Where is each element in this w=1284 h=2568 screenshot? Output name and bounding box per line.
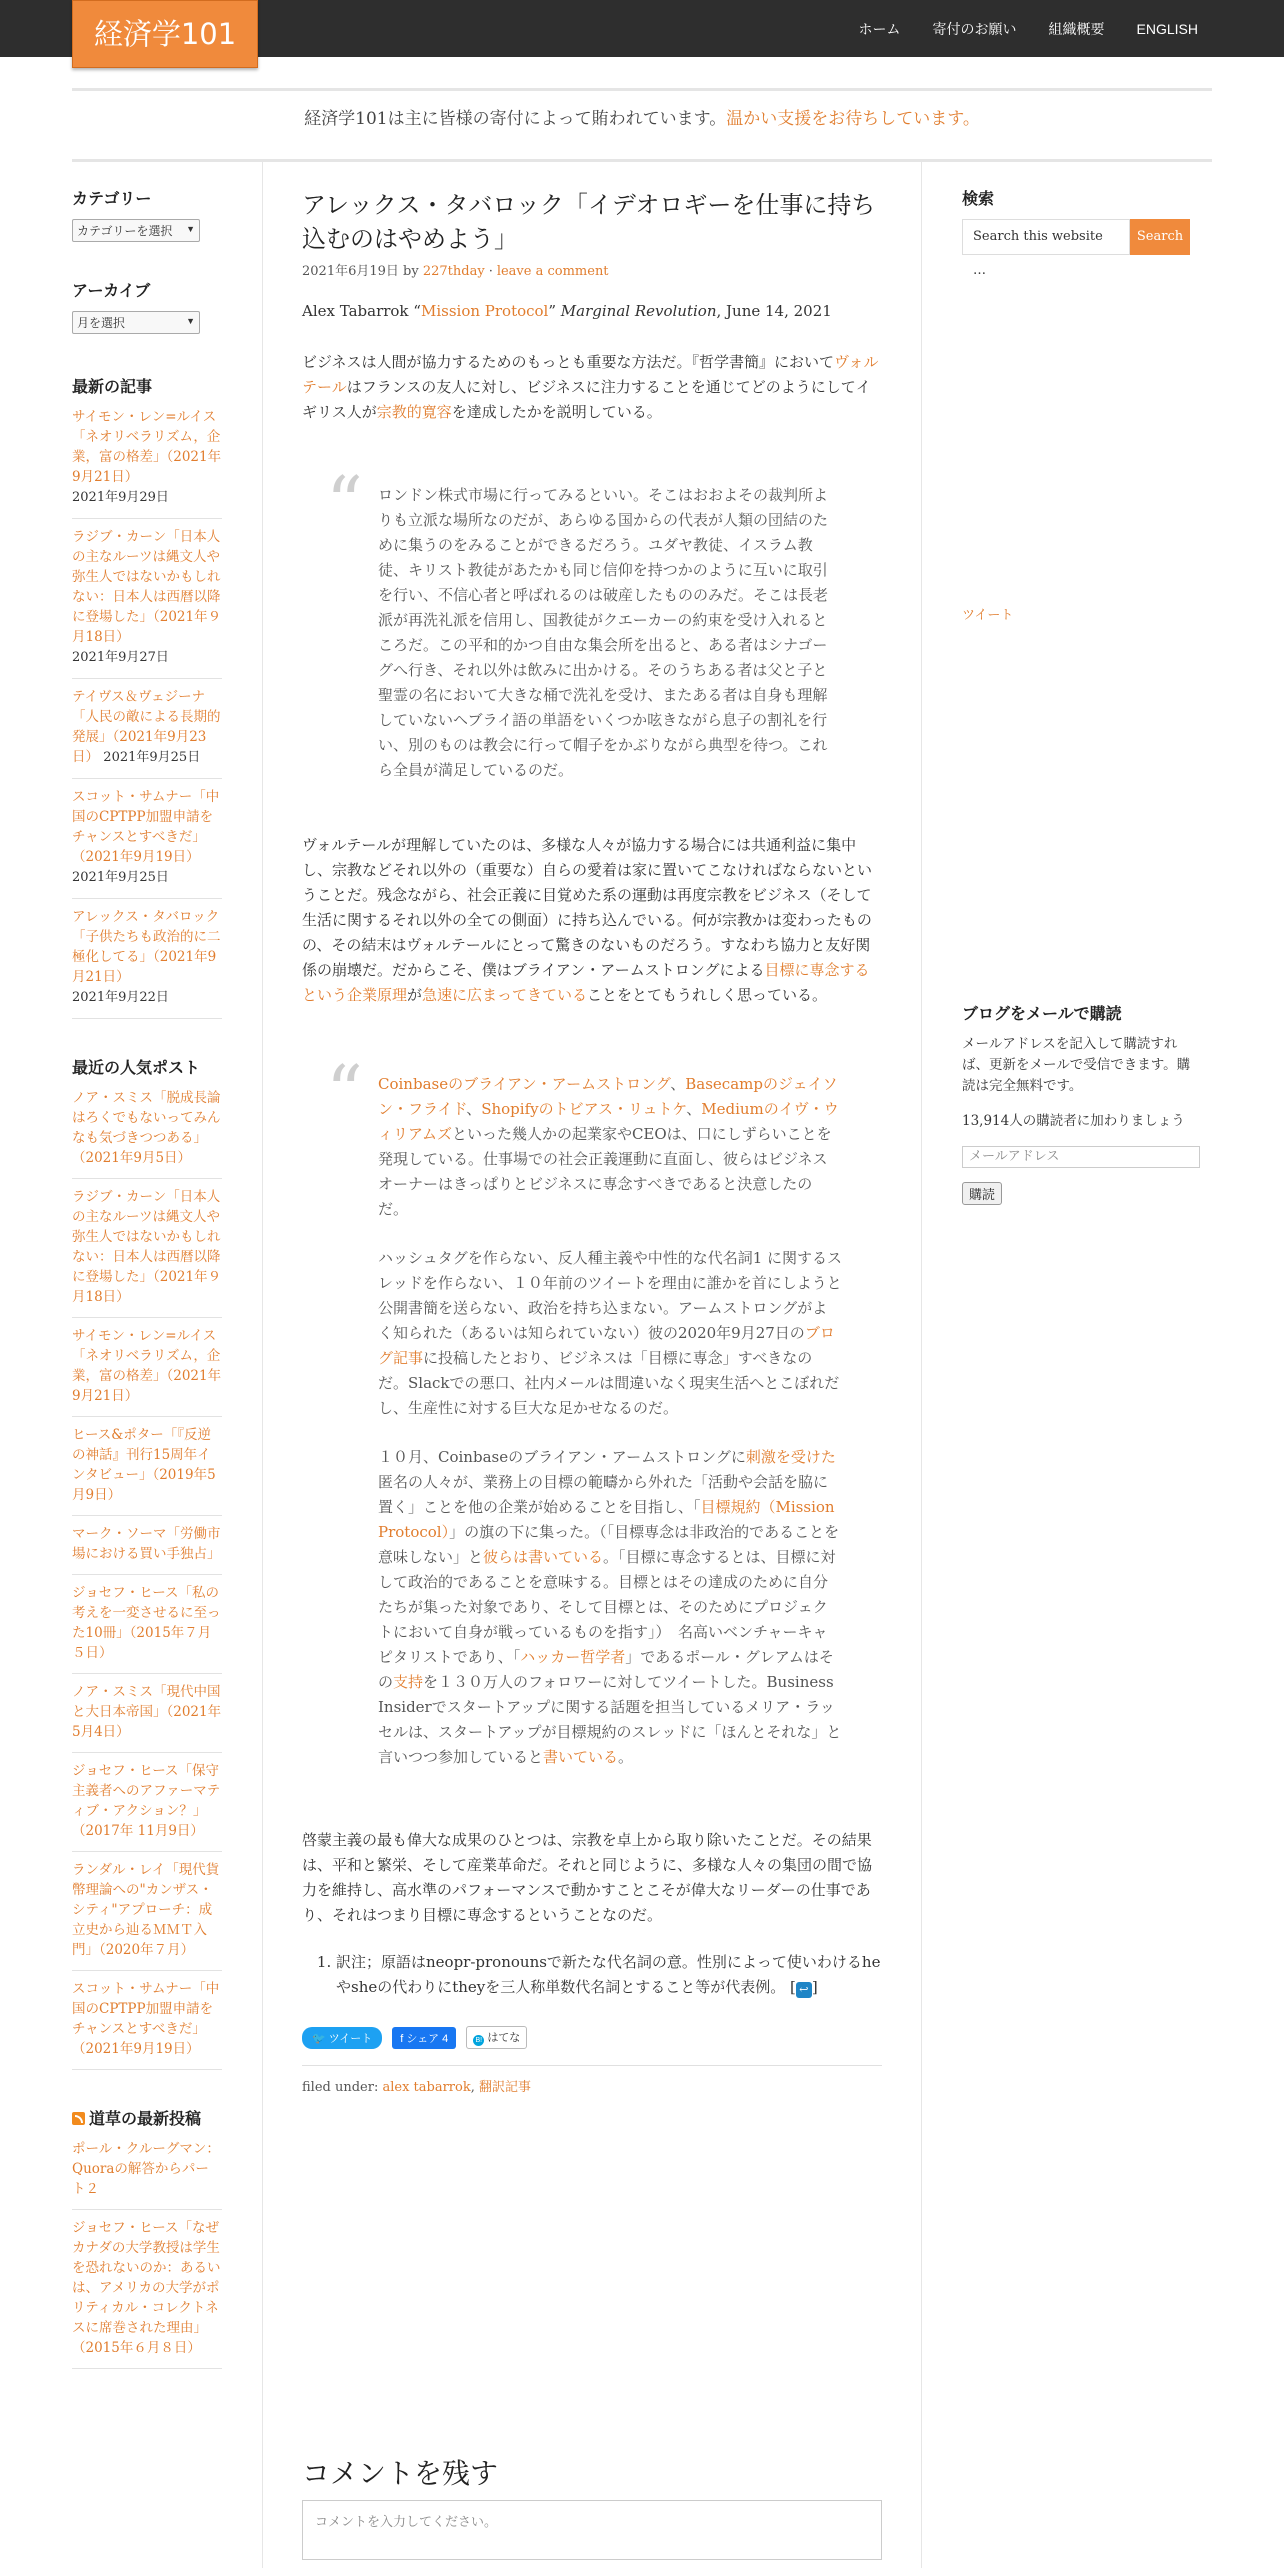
quote-paragraph: [378, 1246, 842, 1421]
quote-icon: “: [326, 461, 363, 545]
text: ハッシュタグを作らない、反人種主義や中性的な代名詞1 に関するスレッドを作らない、１０年前のツイートを理由に誰かを首にしようと公開書簡を送らない、政治を持ち込まない。アームストロングがよく知られた（あるいは知られていない）彼の2020年9月27日の: [378, 1249, 843, 1342]
principle-link[interactable]: 目標に専念するという企業原理: [302, 961, 870, 1004]
nav-donate[interactable]: 寄付のお願い: [932, 20, 1017, 37]
subscribe-title: ブログをメールで購読: [962, 1006, 1122, 1023]
popular-posts-list: [72, 1088, 222, 2070]
text: 匿名の人々が、業務上の目標の範疇から外れた「活動や会話を脇に置く」ことを他の企業が始めることを目指し、「: [378, 1473, 829, 1516]
popular-post-link[interactable]: ジョセフ・ヒース「私の考えを一変させるに至った10冊」（2015年７月５日）: [72, 1585, 221, 1661]
text: が: [407, 986, 423, 1004]
source-journal: Marginal Revolution: [560, 302, 717, 320]
popular-post-link[interactable]: スコット・サムナー「中国のCPTPP加盟申請をチャンスとすべきだ」（2021年9月19日）: [72, 1981, 220, 2057]
post-title: アレックス・タバロック「イデオロギーを仕事に持ち込むのはやめよう」: [302, 191, 876, 253]
they-write-link[interactable]: 彼らは書いている: [483, 1548, 604, 1566]
list-item: [72, 1516, 222, 1575]
subscribe-row: [962, 1182, 1202, 1205]
popular-post-link[interactable]: サイモン・レン=ルイス「ネオリベラリズム，企業，富の格差」（2021年9月21日）: [72, 1328, 222, 1404]
hacker-philosopher-link[interactable]: ハッカー哲学者: [520, 1648, 626, 1666]
support-link[interactable]: 支持: [393, 1673, 424, 1691]
subscribe-text: メールアドレスを記入して購読すれば、更新をメールで受信できます。購読は完全無料です。: [962, 1036, 1191, 1094]
text: １０月、Coinbaseのブライアン・アームストロングに: [378, 1448, 746, 1466]
left-sidebar: [72, 186, 222, 2369]
text: 。: [618, 1748, 634, 1766]
site-logo[interactable]: 経済学101: [72, 0, 258, 68]
williams-link[interactable]: Mediumのイヴ・ウィリアムズ: [378, 1100, 839, 1143]
donation-banner: [72, 104, 1212, 129]
hatena-icon: B!: [473, 2035, 484, 2046]
popular-posts-title: 最近の人気ポスト: [72, 1060, 201, 1077]
banner-text: 経済学101は主に皆様の寄付によって賄われています。: [304, 109, 727, 129]
text: 、: [466, 1100, 482, 1118]
main-content: [302, 188, 882, 2095]
mission-protocol-link[interactable]: 目標規約（Mission Protocol）: [378, 1498, 835, 1541]
column-divider: [262, 162, 263, 2568]
tweet-link[interactable]: ツイート: [962, 608, 1014, 623]
return-icon[interactable]: ↩: [796, 1982, 812, 1998]
recent-posts-title: 最新の記事: [72, 379, 153, 396]
category-link[interactable]: alex tabarrok: [382, 2080, 471, 2095]
list-item: [72, 2210, 222, 2369]
search-form: [962, 219, 1202, 278]
writing-link[interactable]: 書いている: [543, 1748, 619, 1766]
quote-paragraph: [378, 1072, 842, 1222]
list-item: [72, 1417, 222, 1516]
divider: [72, 159, 1212, 162]
source-link[interactable]: Mission Protocol: [420, 302, 549, 320]
list-item: [72, 1088, 222, 1179]
text: を達成したかを説明している。: [451, 403, 662, 421]
separator: ·: [488, 264, 493, 279]
facebook-icon: f: [400, 2032, 404, 2045]
facebook-share-button[interactable]: [392, 2027, 456, 2049]
share-buttons: [302, 2026, 882, 2049]
list-item: [72, 1852, 222, 1971]
post-meta: [302, 260, 882, 279]
popular-post-link[interactable]: マーク・ソーマ「労働市場における買い手独占」: [72, 1526, 221, 1562]
list-item: [72, 779, 222, 899]
text: 。「目標に専念するとは、目標に対して政治的であることを意味する。目標とはその達成のために自分たちが集った対象であり、そして目標とは、そのためにプロジェクトにおいて自身が戦っているものを指す」） 名高いベンチャーキャピタリストであり、「: [378, 1548, 836, 1666]
popular-post-link[interactable]: ノア・スミス「現代中国と大日本帝国」（2021年5月4日）: [72, 1684, 222, 1740]
quote-text: ロンドン株式市場に行ってみるといい。そこはおおよその裁判所よりも立派な場所なのだが、あらゆる国からの代表が人類の団結のために集うのをみることができるだろう。ユダヤ教徒、イスラム教徒、キリスト教徒があたかも同じ信仰を持つかのように互いに取引を行い、不信心者と呼ばれるのは破産したもののみだ。そこは長老派が再洗礼派を信用し、国教徒がクエーカーの約束を受け入れるところだ。この平和的かつ自由な集会所を出ると、ある者はシナゴーグへ行き、それ以外は飲みに出かける。そのうちある者は父と子と聖霊の名において大きな桶で洗礼を受け、またある者は自身も理解していないヘブライ語の単語をいくつか呟きながら息子の割礼を行い、別のものは教会に行って帽子をかぶりながら典型を待つ。これら全員が満足しているのだ。: [378, 486, 829, 779]
categories-select[interactable]: [72, 219, 200, 242]
popular-post-link[interactable]: ジョセフ・ヒース「保守主義者へのアファーマティブ・アクション？」（2017年 11月9日）: [72, 1763, 221, 1839]
text: 」の旗の下に集った。（「目標専念は非政治的であることを意味しない」と: [378, 1523, 840, 1566]
post-date: 2021年9月22日: [72, 990, 169, 1005]
main-nav: [843, 0, 1198, 57]
quote-paragraph: [378, 1445, 842, 1770]
blog-post-link[interactable]: ブログ記事: [378, 1324, 835, 1367]
source-author: Alex Tabarrok: [302, 302, 409, 320]
bird-icon: 🐦: [312, 2032, 326, 2045]
chevron-down-icon: ▼: [186, 316, 195, 326]
spreading-link[interactable]: 急速に広まってきている: [422, 986, 588, 1004]
list-item: [72, 899, 222, 1019]
list-item: [72, 1179, 222, 1318]
text: ことをとてもうれしく思っている。: [587, 986, 828, 1004]
post-date: 2021年9月25日: [72, 870, 169, 885]
text: 」であるポール・グレアムはその: [378, 1648, 834, 1691]
hatena-label: はてな: [487, 2032, 521, 2044]
text: 、: [670, 1075, 686, 1093]
nav-english[interactable]: ENGLISH: [1136, 20, 1198, 37]
by-label: by: [403, 264, 419, 279]
archive-title: アーカイブ: [72, 283, 151, 300]
armstrong-link[interactable]: Coinbaseのブライアン・アームストロング: [378, 1075, 671, 1093]
search-input[interactable]: Search this website …: [962, 219, 1130, 255]
blockquote: [326, 461, 842, 783]
nav-about[interactable]: 組織概要: [1048, 20, 1105, 37]
list-item: [72, 1575, 222, 1674]
post-footer: [302, 2065, 882, 2095]
hatena-button[interactable]: [466, 2026, 527, 2049]
michikusa-post-link[interactable]: ジョセフ・ヒース「なぜカナダの大学教授は学生を恐れないのか：あるいは、アメリカの大学がポリティカル・コレクトネスに席巻された理由」（2015年６月８日）: [72, 2220, 221, 2356]
post-date: 2021年9月27日: [72, 650, 169, 665]
separator: ,: [470, 2080, 479, 2095]
recent-post-link[interactable]: サイモン・レン=ルイス「ネオリベラリズム，企業，富の格差」（2021年9月21日）: [72, 409, 222, 485]
text: はフランスの友人に対し、ビジネスに注力することを通じてどのようにしてイギリス人が: [302, 378, 871, 421]
michikusa-list: [72, 2139, 222, 2369]
archive-select[interactable]: [72, 311, 200, 334]
michikusa-title-text: 道草の最新投稿: [89, 2111, 202, 2128]
list-item: [72, 2139, 222, 2210]
footnote-item: 1. 訳注；原語はneopr-pronounsで新たな代名詞の意。性別によって使いわけるheやsheの代わりにtheyを三人称単数代名詞とすること等が代表例。 [ ↩ ]: [336, 1950, 882, 2000]
list-item: [72, 407, 222, 519]
comment-title: コメントを残す: [302, 2457, 499, 2490]
rss-icon[interactable]: [72, 2112, 85, 2125]
source-line: Alex Tabarrok “Mission Protocol” Marginal Revolution, June 14, 2021: [302, 302, 832, 320]
list-item: [72, 679, 222, 779]
categories-title: カテゴリー: [72, 191, 152, 208]
text: に投稿したとおり、ビジネスは「目標に専念」すべきなのだ。Slackでの悪口、社内メールは間違いなく現実生活へとこぼれだし、生産性に対する巨大な足かせなるのだ。: [378, 1349, 840, 1417]
tweet-widget: [962, 604, 1202, 623]
text: といった幾人かの起業家やCEOは、口にしずらいことを発現している。仕事場での社会正義運動に直面し、彼らはビジネスオーナーはきっぱりとビジネスに専念すべきであると決意したのだ。: [378, 1125, 832, 1218]
michikusa-post-link[interactable]: ポール・クルーグマン：Quoraの解答からパート２: [72, 2141, 220, 2197]
tweet-button[interactable]: [302, 2027, 382, 2049]
lutke-link[interactable]: Shopifyのトビアス・リュトケ: [481, 1100, 687, 1118]
blockquote: [326, 1050, 843, 1770]
nav-home[interactable]: ホーム: [858, 20, 901, 37]
tweet-label: ツイート: [328, 2032, 373, 2045]
comment-input[interactable]: コメントを入力してください。: [302, 2500, 882, 2560]
subscriber-count: 13,914人の購読者に加わりましょう: [962, 1113, 1185, 1129]
post-date: 2021年9月29日: [72, 490, 169, 505]
search-title: 検索: [962, 191, 995, 208]
right-sidebar: [962, 186, 1202, 1205]
filed-under-label: filed under:: [302, 2080, 379, 2095]
footnotes: [336, 1950, 882, 2000]
michikusa-title: [72, 2106, 222, 2129]
paragraph: [302, 833, 882, 1008]
paragraph: 啓蒙主義の最も偉大な成果のひとつは、宗教を卓上から取り除いたことだ。その結果は、平和と繁栄、そして産業革命だ。それと同じように、多様な人々の集団の間で協力を維持し、高水準のパフォーマンスで動かすことこそが偉大なリーダーの仕事であり、それはつまり目標に専念するということなのだ。: [302, 1831, 873, 1924]
popular-post-link[interactable]: ランダル・レイ「現代貨幣理論への"カンザス・シティ"アプローチ：成立史から辿るＭＭＴ入門」（2020年７月）: [72, 1862, 220, 1958]
divider: [72, 88, 1212, 91]
popular-post-link[interactable]: ノア・スミス「脱成長論はろくでもないってみんなも気づきつつある」（2021年9月5日）: [72, 1090, 221, 1166]
recent-posts-list: [72, 407, 222, 1019]
recent-post-link[interactable]: テイヴス＆ヴェジーナ「人民の敵による長期的発展」（2021年9月23日）: [72, 689, 221, 765]
author-link[interactable]: 227thday: [422, 264, 485, 279]
tolerance-link[interactable]: 宗教的寛容: [376, 403, 452, 421]
category-link[interactable]: 翻訳記事: [479, 2080, 532, 2095]
recent-post-link[interactable]: スコット・サムナー「中国のCPTPP加盟申請をチャンスとすべきだ」（2021年9月19日）: [72, 789, 220, 865]
text: ヴォルテールが理解していたのは、多様な人々が協力する場合には共通利益に集中し、宗教などそれ以外の（重要な）自らの愛着は家に置いてこなければならないということだ。残念ながら、社会正義に目覚めた系の運動は再度宗教をビジネス（そして生活に関するそれ以外の全ての側面）に持ち込んでいる。何が宗教かは変わったものの、その結末はヴォルテールにとって驚きのないものだろう。すなわち協力と友好関係の崩壊だ。だからこそ、僕はブライアン・アームストロングによる: [302, 836, 873, 979]
column-divider: [921, 162, 922, 2568]
text: を１３０万人のフォロワーに対してツイートした。Business Insiderでスタートアップに関する話題を担当しているメリア・ラッセルは、スタートアップが目標規約のスレッドに「ほんとそれな」と言いつつ参加していると: [378, 1673, 842, 1766]
search-button[interactable]: Search: [1130, 219, 1190, 255]
share-label: シェア 4: [406, 2032, 449, 2045]
list-item: [72, 519, 222, 679]
source-date: , June 14, 2021: [716, 302, 832, 320]
popular-post-link[interactable]: ラジブ・カーン「日本人の主なルーツは縄文人や弥生人ではないかもしれない：日本人は西暦以降に登場した」（2021年９月18日）: [72, 1189, 222, 1305]
chevron-down-icon: ▼: [186, 224, 195, 234]
recent-post-link[interactable]: アレックス・タバロック「子供たちも政治的に二極化してる」（2021年9月21日）: [72, 909, 221, 985]
banner-link[interactable]: 温かい支援をお待ちしています。: [726, 109, 980, 129]
list-item: [72, 1674, 222, 1753]
recent-post-link[interactable]: ラジブ・カーン「日本人の主なルーツは縄文人や弥生人ではないかもしれない：日本人は西暦以降に登場した」（2021年９月18日）: [72, 529, 222, 645]
post-date: 2021年9月25日: [103, 750, 201, 765]
quote-icon: “: [326, 1050, 363, 1134]
text: 、: [686, 1100, 702, 1118]
post-date: 2021年6月19日: [302, 264, 399, 279]
fried-link[interactable]: Basecampのジェイソン・フライド: [378, 1075, 838, 1118]
categories-select-value: カテゴリーを選択: [77, 224, 173, 238]
popular-post-link[interactable]: ヒース&ポター「『反逆の神話』刊行15周年インタビュー」（2019年5月9日）: [72, 1427, 216, 1503]
paragraph: [302, 350, 882, 425]
list-item: [72, 1318, 222, 1417]
voltaire-link[interactable]: ヴォルテール: [302, 353, 879, 396]
leave-comment-link[interactable]: leave a comment: [496, 264, 609, 279]
inspired-link[interactable]: 刺激を受けた: [745, 1448, 836, 1466]
list-item: [72, 1971, 222, 2070]
archive-select-value: 月を選択: [77, 316, 126, 330]
subscribe-button[interactable]: 購読: [962, 1182, 1002, 1205]
list-item: [72, 1753, 222, 1852]
email-input[interactable]: メールアドレス: [962, 1146, 1200, 1168]
text: ビジネスは人間が協力するためのもっとも重要な方法だ。『哲学書簡』において: [302, 353, 835, 371]
footnote-text: 訳注；原語はneopr-pronounsで新たな代名詞の意。性別によって使いわけるheやsheの代わりにtheyを三人称単数代名詞とすること等が代表例。: [336, 1953, 881, 1996]
